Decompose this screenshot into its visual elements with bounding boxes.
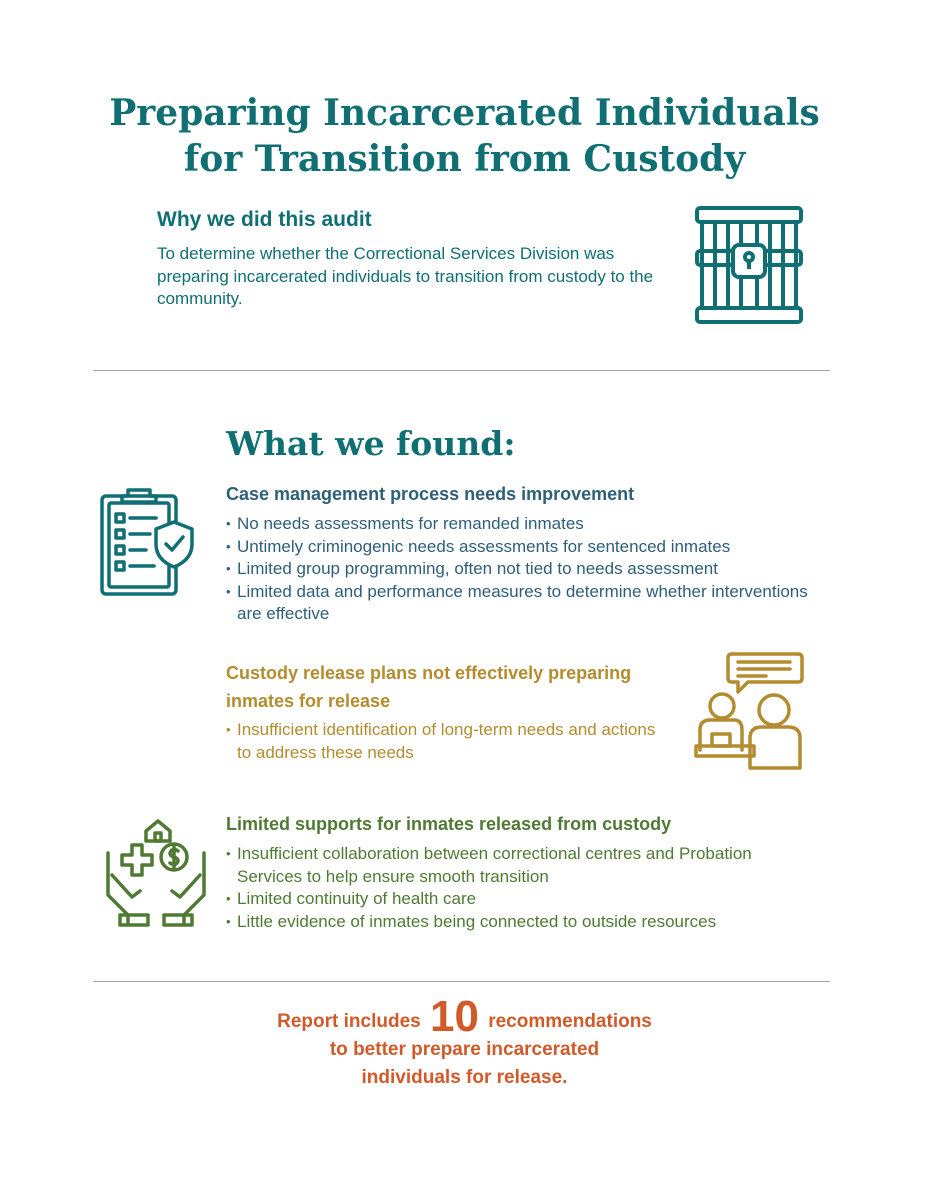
counselling-meeting-icon xyxy=(692,650,806,772)
list-item: • Limited data and performance measures to determine whether interventions are effective xyxy=(226,581,826,626)
release-plans-title: Custody release plans not effectively preparing inmates for release xyxy=(226,663,632,711)
jail-cell-icon xyxy=(693,205,805,327)
section-divider xyxy=(93,370,830,371)
why-text: To determine whether the Correctional Services Division was preparing incarcerated individuals to transition from custody to the community. xyxy=(157,244,654,308)
list-item: • No needs assessments for remanded inmates xyxy=(226,513,826,536)
page-title-line-1: Preparing Incarcerated Individuals xyxy=(109,92,820,134)
hands-support-icon xyxy=(100,815,212,930)
recommendation-callout xyxy=(0,992,929,1092)
limited-supports-list xyxy=(226,843,786,933)
section-divider xyxy=(93,981,830,982)
release-plans-list xyxy=(226,719,666,764)
page-title xyxy=(0,90,929,182)
clipboard-checklist-shield-icon xyxy=(98,486,198,600)
why-heading: Why we did this audit xyxy=(157,208,372,231)
page-title-line-2: for Transition from Custody xyxy=(183,138,746,180)
limited-supports-title: Limited supports for inmates released from custody xyxy=(226,814,672,834)
list-item: • Limited group programming, often not tied to needs assessment xyxy=(226,558,826,581)
recommendation-line-3: individuals for release. xyxy=(361,1067,568,1088)
recommendation-pre: Report includes xyxy=(277,1011,421,1032)
case-management-list xyxy=(226,513,826,626)
recommendation-line-1 xyxy=(0,992,929,1041)
list-item: • Insufficient collaboration between correctional centres and Probation Services to help ensure smooth transition xyxy=(226,843,786,888)
list-item: • Little evidence of inmates being connected to outside resources xyxy=(226,911,786,934)
recommendation-line-2: to better prepare incarcerated xyxy=(329,1039,600,1060)
list-item: • Insufficient identification of long-term needs and actions to address these needs xyxy=(226,719,666,764)
list-item: • Untimely criminogenic needs assessments for sentenced inmates xyxy=(226,536,826,559)
found-heading: What we found: xyxy=(226,424,516,463)
case-management-title: Case management process needs improvement xyxy=(226,484,635,504)
list-item: • Limited continuity of health care xyxy=(226,888,786,911)
recommendation-count: 10 xyxy=(429,992,479,1041)
recommendation-post: recommendations xyxy=(488,1011,652,1032)
